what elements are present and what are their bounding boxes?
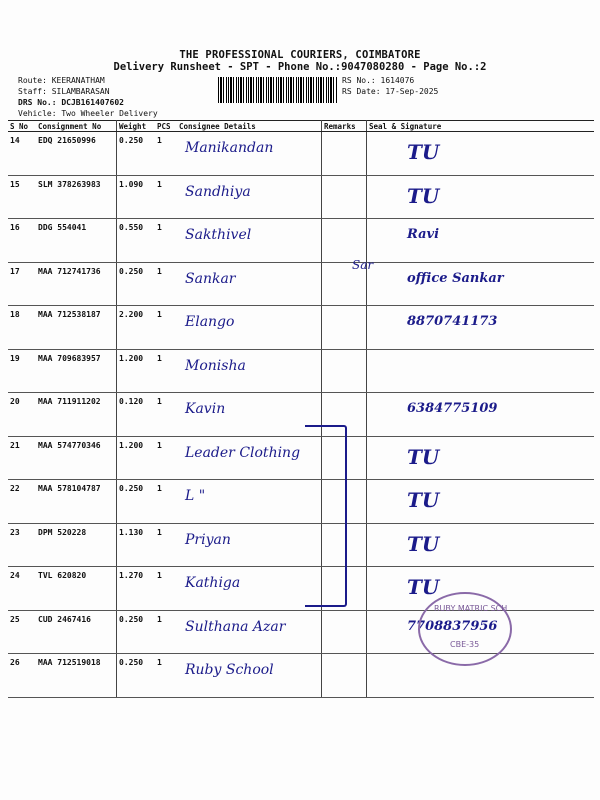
cell-sno: 16 [8,219,36,263]
cell-signature [367,523,595,567]
cell-pcs: 1 [155,523,177,567]
col-consignee: Consignee Details [177,121,322,132]
cell-remarks [322,654,367,698]
cell-signature [367,132,595,176]
cell-pcs: 1 [155,306,177,350]
consignee-handwriting: Manikandan [185,140,274,156]
signature-handwriting: 6384775109 [407,401,498,416]
cell-weight: 0.250 [117,610,156,654]
cell-sno: 26 [8,654,36,698]
col-sno: S No [8,121,36,132]
cell-sno: 25 [8,610,36,654]
barcode [218,77,338,103]
consignee-handwriting: Sandhiya [185,183,251,200]
consignee-handwriting: Elango [185,314,235,330]
table-row [8,132,594,176]
cell-consignee [177,523,322,567]
cell-consignee [177,480,322,524]
consignee-handwriting: Sakthivel [185,227,252,243]
consignee-handwriting: Sulthana Azar [185,618,286,635]
route-label: Route: KEERANATHAM [18,76,105,85]
vehicle-label: Vehicle: Two Wheeler Delivery [18,109,158,118]
cell-consignment: MAA 712519018 [36,654,117,698]
table-row [8,523,594,567]
table-row [8,349,594,393]
cell-sno: 17 [8,262,36,306]
runsheet-subtitle: Delivery Runsheet - SPT - Phone No.:9047080280 - Page No.:2 [113,61,487,73]
table-row [8,393,594,437]
cell-sno: 20 [8,393,36,437]
rs-date-label: RS Date: 17-Sep-2025 [342,87,439,96]
consignee-handwriting: Ruby School [185,662,274,678]
table-row [8,262,594,306]
cell-weight: 2.200 [117,306,156,350]
cell-consignee [177,306,322,350]
cell-consignment: MAA 711911202 [36,393,117,437]
cell-weight: 1.270 [117,567,156,611]
cell-pcs: 1 [155,436,177,480]
cell-pcs: 1 [155,132,177,176]
cell-consignee [177,436,322,480]
stamp-line1: RUBY MATRIC SCH [434,604,508,613]
remark-17: Sar [352,258,374,272]
cell-consignee [177,219,322,263]
signature-handwriting: TU [407,488,440,512]
table-row [8,306,594,350]
cell-consignment: MAA 712741736 [36,262,117,306]
stamp-line2: CBE-35 [450,640,480,649]
cell-signature [367,436,595,480]
cell-consignment: MAA 574770346 [36,436,117,480]
cell-sno: 24 [8,567,36,611]
signature-handwriting: 7708837956 [407,618,498,634]
cell-pcs: 1 [155,610,177,654]
cell-consignment: DPM 520228 [36,523,117,567]
cell-signature [367,175,595,219]
cell-signature [367,480,595,524]
cell-consignee [177,654,322,698]
consignee-handwriting: Leader Clothing [185,444,301,461]
cell-remarks [322,132,367,176]
cell-remarks [322,349,367,393]
col-signature: Seal & Signature [367,121,595,132]
cell-signature [367,262,595,306]
signature-handwriting: office Sankar [407,270,504,286]
company-title: THE PROFESSIONAL COURIERS, COIMBATORE [179,49,421,61]
cell-weight: 0.120 [117,393,156,437]
cell-consignment: MAA 578104787 [36,480,117,524]
cell-remarks [322,175,367,219]
cell-weight: 0.250 [117,480,156,524]
signature-handwriting: TU [407,183,440,208]
cell-consignee [177,262,322,306]
signature-handwriting: Ravi [407,227,440,242]
cell-consignee [177,567,322,611]
signature-handwriting: TU [407,575,440,599]
col-weight: Weight [117,121,156,132]
consignee-handwriting: L " [185,488,206,504]
cell-remarks [322,219,367,263]
handwritten-bracket [305,425,347,607]
cell-weight: 0.250 [117,132,156,176]
cell-consignment: DDG 554041 [36,219,117,263]
cell-remarks [322,610,367,654]
signature-handwriting: TU [407,140,440,164]
cell-weight: 1.130 [117,523,156,567]
cell-consignment: MAA 712538187 [36,306,117,350]
consignee-handwriting: Sankar [185,270,236,287]
consignee-handwriting: Monisha [185,357,246,374]
cell-remarks [322,306,367,350]
cell-pcs: 1 [155,393,177,437]
signature-handwriting: 8870741173 [407,314,498,329]
cell-weight: 1.200 [117,436,156,480]
rs-no-label: RS No.: 1614076 [342,76,415,85]
cell-weight: 1.200 [117,349,156,393]
cell-consignment: SLM 378263983 [36,175,117,219]
cell-weight: 0.250 [117,654,156,698]
consignee-handwriting: Priyan [185,531,231,548]
consignee-handwriting: Kavin [185,401,226,417]
cell-pcs: 1 [155,219,177,263]
drs-label: DRS No.: DCJB161407602 [18,98,124,107]
cell-consignee [177,610,322,654]
cell-consignment: TVL 620820 [36,567,117,611]
cell-weight: 0.550 [117,219,156,263]
cell-pcs: 1 [155,262,177,306]
cell-sno: 19 [8,349,36,393]
cell-consignee [177,132,322,176]
table-header-row [8,121,594,132]
table-row [8,480,594,524]
col-remarks: Remarks [322,121,367,132]
cell-consignee [177,349,322,393]
staff-label: Staff: SILAMBARASAN [18,87,110,96]
cell-consignee [177,393,322,437]
cell-sno: 23 [8,523,36,567]
cell-pcs: 1 [155,480,177,524]
cell-signature [367,219,595,263]
school-stamp [418,592,512,666]
cell-pcs: 1 [155,567,177,611]
cell-pcs: 1 [155,175,177,219]
table-row [8,175,594,219]
cell-weight: 0.250 [117,262,156,306]
table-row [8,654,594,698]
cell-weight: 1.090 [117,175,156,219]
table-row [8,219,594,263]
cell-signature [367,306,595,350]
cell-consignment: EDQ 21650996 [36,132,117,176]
col-consignment: Consignment No [36,121,117,132]
cell-consignee [177,175,322,219]
col-pcs: PCS [155,121,177,132]
signature-handwriting: TU [407,531,440,556]
cell-sno: 18 [8,306,36,350]
cell-sno: 22 [8,480,36,524]
table-row [8,436,594,480]
cell-consignment: MAA 709683957 [36,349,117,393]
cell-signature [367,349,595,393]
cell-pcs: 1 [155,654,177,698]
signature-handwriting: TU [407,444,440,469]
cell-sno: 14 [8,132,36,176]
cell-pcs: 1 [155,349,177,393]
consignee-handwriting: Kathiga [185,575,241,591]
cell-sno: 15 [8,175,36,219]
cell-sno: 21 [8,436,36,480]
cell-consignment: CUD 2467416 [36,610,117,654]
cell-signature [367,393,595,437]
